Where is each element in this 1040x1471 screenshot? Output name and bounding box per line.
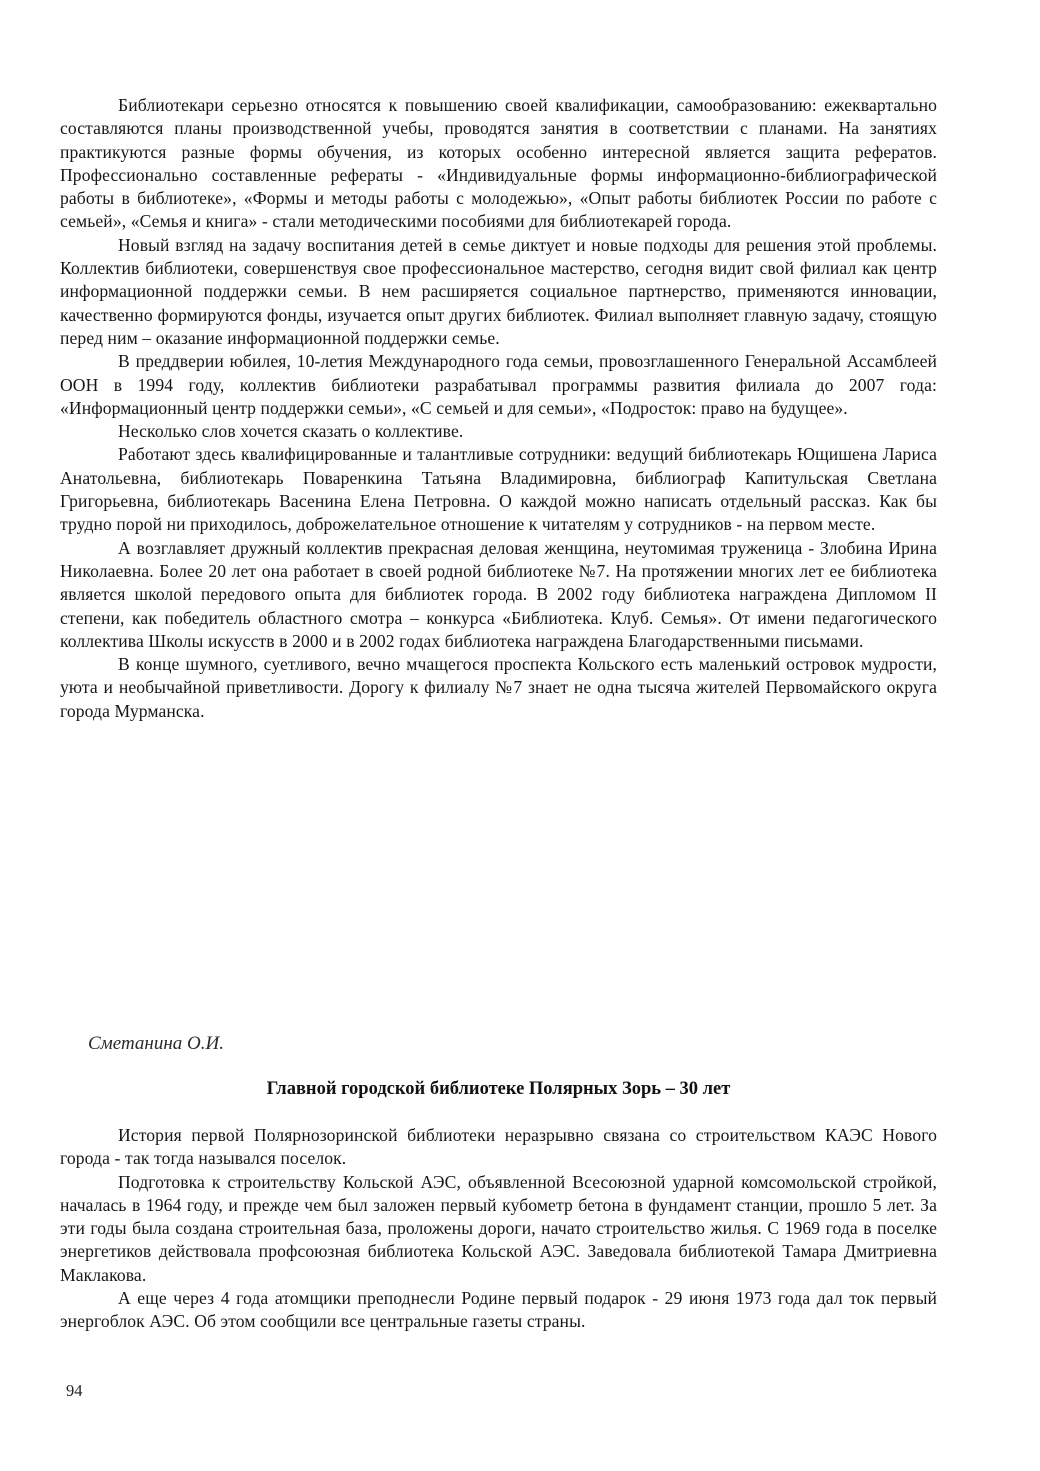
article-body-libraries — [60, 94, 937, 723]
page-number: 94 — [66, 1381, 83, 1400]
paragraph: А еще через 4 года атомщики преподнесли Родине первый подарок - 29 июня 1973 года дал ток первый энергоблок АЭС. Об этом сообщили все центральные газеты страны. — [60, 1288, 937, 1332]
article-heading: Главной городской библиотеке Полярных Зорь – 30 лет — [266, 1079, 731, 1099]
paragraph: Работают здесь квалифицированные и талантливые сотрудники: ведущий библиотекарь Ющишена Лариса Анатольевна, библиотекарь Поваренкина Татьяна Владимировна, библиограф Капитульская Светлана Григорьевна, библиотекарь Васенина Елена Петровна. О каждой можно написать отдельный рассказ. Как бы трудно порой ни приходилось, доброжелательное отношение к читателям у сотрудников - на первом месте. — [60, 444, 937, 535]
paragraph: А возглавляет дружный коллектив прекрасная деловая женщина, неутомимая труженица - Злобина Ирина Николаевна. Более 20 лет она работает в своей родной библиотеке №7. На протяжении многих лет ее библиотека является школой передового опыта для библиотек города. В 2002 году библиотека награждена Дипломом II степени, как победитель областного смотра – конкурса «Библиотека. Клуб. Семья». От имени педагогического коллектива Школы искусств в 2000 и в 2002 годах библиотека награждена Благодарственными письмами. — [60, 537, 937, 651]
paragraph: В преддверии юбилея, 10-летия Международного года семьи, провозглашенного Генеральной Ассамблеей ООН в 1994 году, коллектив библиотеки разрабатывал программы развития филиала до 2007 года: «Информационный центр поддержки семьи», «С семьей и для семьи», «Подросток: право на будущее». — [60, 351, 937, 418]
paragraph: История первой Полярнозоринской библиотеки неразрывно связана со строительством КАЭС Нового города - так тогда назывался поселок. — [60, 1125, 937, 1169]
author-byline: Сметанина О.И. — [88, 1033, 224, 1054]
paragraph: Подготовка к строительству Кольской АЭС, объявленной Всесоюзной ударной комсомольской стройкой, началась в 1964 году, и прежде чем был заложен первый кубометр бетона в фундамент станции, прошло 5 лет. За эти годы была создана строительная база, проложены дороги, начато строительство жилья. С 1969 года в поселке энергетиков действовала профсоюзная библиотека Кольской АЭС. Заведовала библиотекой Тамара Дмитриевна Маклакова. — [60, 1171, 937, 1285]
article-body-polyarnye-zori — [60, 1124, 937, 1334]
paragraph: Новый взгляд на задачу воспитания детей в семье диктует и новые подходы для решения этой проблемы. Коллектив библиотеки, совершенствуя свое профессиональное мастерство, сегодня видит свой филиал как центр информационной поддержки семьи. В нем расширяется социальное партнерство, применяются инновации, качественно формируются фонды, изучается опыт других библиотек. Филиал выполняет главную задачу, стоящую перед ним – оказание информационной поддержки семье. — [60, 234, 937, 348]
paragraph: Несколько слов хочется сказать о коллективе. — [118, 421, 464, 442]
paragraph: В конце шумного, суетливого, вечно мчащегося проспекта Кольского есть маленький островок мудрости, уюта и необычайной приветливости. Дорогу к филиалу №7 знает не одна тысяча жителей Первомайского округа города Мурманска. — [60, 654, 937, 721]
paragraph: Библиотекари серьезно относятся к повышению своей квалификации, самообразованию: ежеквартально составляются планы производственной учебы, проводятся занятия в соответствии с планами. На занятиях практикуются разные формы обучения, из которых особенно интересной является защита рефератов. Профессионально составленные рефераты - «Индивидуальные формы информационно-библиографической работы в библиотеке», «Формы и методы работы с молодежью», «Опыт работы библиотек России по работе с семьей», «Семья и книга» - стали методическими пособиями для библиотекарей города. — [60, 95, 937, 232]
